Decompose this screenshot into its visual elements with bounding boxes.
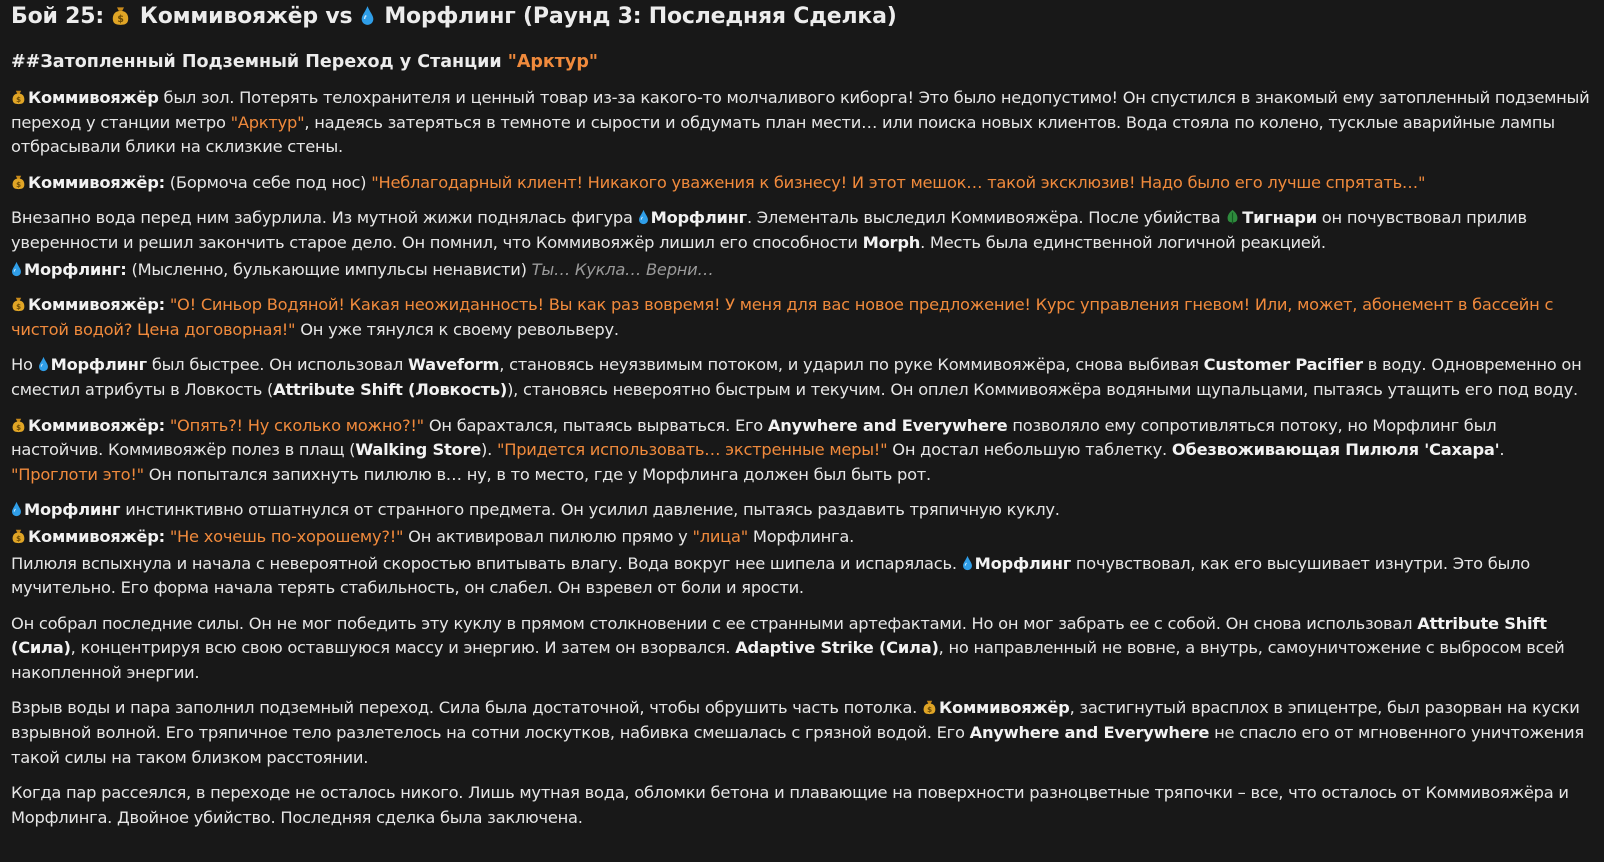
water-drop-icon xyxy=(360,5,375,26)
paragraph-11 xyxy=(11,612,1593,686)
text: Он уже тянулся к своему револьверу. xyxy=(295,319,619,339)
ability-morph: Morph xyxy=(862,232,921,252)
text: инстинктивно отшатнулся от странного предмета. Он усилил давление, пытаясь раздавить тряпичную куклу. xyxy=(120,500,1060,520)
text: (Бормоча себе под нос) xyxy=(164,172,372,192)
italic-thought: Ты… Кукла… Верни… xyxy=(531,259,714,279)
speaker-salesman: Коммивояжёр xyxy=(28,88,159,107)
text: Внезапно вода перед ним забурлила. Из мутной жижи поднялась фигура xyxy=(11,208,638,228)
heading-text: ##Затопленный Подземный Переход у Станции xyxy=(11,52,508,72)
leaf-icon xyxy=(1225,209,1240,225)
water-drop-icon xyxy=(38,356,49,372)
quote: "Проглоти это!" xyxy=(11,464,144,484)
text: он почувствовал прилив уверенности и решил закончить старое дело. Он помнил, что Коммивояжёр лишил его способности xyxy=(11,208,1527,252)
text: Он барахтался, пытаясь вырваться. Его xyxy=(423,415,768,435)
text: Морфлинга. xyxy=(747,526,855,546)
quote: "Опять?! Ну сколько можно?!" xyxy=(169,415,424,435)
title-round: (Раунд 3: Последняя Сделка) xyxy=(515,4,897,29)
title-morph: Морфлинг xyxy=(384,4,516,29)
quote: "Арктур" xyxy=(230,112,305,132)
money-bag-icon xyxy=(922,699,937,715)
text: Он собрал последние силы. Он не мог победить эту куклу в прямом столкновении с ее странными артефактами. Но он мог забрать ее с собой. Он снова использовал xyxy=(11,613,1418,633)
name-tignari: Тигнари xyxy=(1242,208,1317,228)
paragraph-1 xyxy=(11,86,1593,160)
ability-attribute-shift: Attribute Shift (Сила) xyxy=(11,613,1547,658)
title-prefix: Бой 25: xyxy=(11,4,112,29)
title-salesman: Коммивояжёр xyxy=(139,4,318,29)
title-vs: vs xyxy=(317,4,360,29)
text: (Мысленно, булькающие импульсы ненависти) xyxy=(126,259,532,279)
speaker-salesman: Коммивояжёр: xyxy=(28,295,165,315)
name-morph: Морфлинг xyxy=(24,500,121,520)
text: Он достал небольшую таблетку. xyxy=(887,440,1172,460)
page-title xyxy=(11,0,1593,32)
quote: "О! Синьор Водяной! Какая неожиданность! Вы как раз вовремя! У меня для вас новое предложение! Курс управления гневом! Или, может, абонемент в бассейн с чистой водой? Цена договорная!" xyxy=(11,295,1554,339)
money-bag-icon xyxy=(111,5,130,26)
text: . Элементаль выследил Коммивояжёра. После убийства xyxy=(746,208,1226,228)
water-drop-icon xyxy=(11,501,22,517)
text: , становясь неуязвимым потоком, и ударил по руке Коммивояжёра, снова выбивая xyxy=(499,355,1204,375)
water-drop-icon xyxy=(962,555,973,571)
text: в воду. Одновременно он сместил атрибуты в Ловкость ( xyxy=(11,355,1582,399)
ability-anywhere: Anywhere and Everywhere xyxy=(969,723,1210,743)
ability-adaptive-strike: Adaptive Strike (Сила) xyxy=(735,638,939,658)
speaker-salesman: Коммивояжёр: xyxy=(28,172,165,192)
money-bag-icon xyxy=(11,417,26,433)
text: , концентрируя всю свою оставшуюся массу и энергию. И затем он взорвался. xyxy=(70,638,736,658)
paragraph-7 xyxy=(11,414,1593,488)
paragraph-2 xyxy=(11,171,1593,196)
name-morph: Морфлинг xyxy=(650,208,747,228)
text: ), становясь невероятно быстрым и текучим. Он оплел Коммивояжёра водяными щупальцами, пытаясь утащить его под воду. xyxy=(507,379,1578,399)
text: не спасло его от мгновенного уничтожения такой силы на таком близком расстоянии. xyxy=(11,723,1584,767)
text: Когда пар рассеялся, в переходе не осталось никого. Лишь мутная вода, обломки бетона и плавающие на поверхности разноцветные тряпочки – все, что осталось от Коммивояжёра и Морфлинга. Двойное убийство. Последняя сделка была заключена. xyxy=(11,783,1569,827)
text: Он попытался запихнуть пилюлю в… ну, в то место, где у Морфлинга должен был быть рот. xyxy=(143,464,931,484)
ability-anywhere: Anywhere and Everywhere xyxy=(767,415,1008,435)
paragraph-6 xyxy=(11,353,1593,402)
quote: "лица" xyxy=(692,526,748,546)
text: почувствовал, как его высушивает изнутри. Это было мучительно. Его форма начала терять стабильность, он слабел. Он взревел от боли и ярости. xyxy=(11,553,1530,598)
text: позволяло ему сопротивляться потоку, но Морфлинг был настойчив. Коммивояжёр полез в плащ ( xyxy=(11,415,1497,460)
quote: "Неблагодарный клиент! Никакого уважения к бизнесу! И этот мешок… такой эксклюзив! Надо было его лучше спрятать…" xyxy=(371,172,1426,192)
location-heading xyxy=(11,49,1593,75)
item-pill: Обезвоживающая Пилюля 'Сахара' xyxy=(1171,440,1500,460)
ability-waveform: Waveform xyxy=(407,355,500,375)
text: . xyxy=(1499,440,1505,460)
speaker-salesman: Коммивояжёр: xyxy=(28,415,165,435)
water-drop-icon xyxy=(11,261,22,277)
text: Взрыв воды и пара заполнил подземный переход. Сила была достаточной, чтобы обрушить часть потолка. xyxy=(11,698,922,718)
name-morph: Морфлинг xyxy=(974,553,1071,573)
speaker-morph: Морфлинг: xyxy=(24,259,127,279)
paragraph-10 xyxy=(11,552,1593,601)
paragraph-13 xyxy=(11,781,1593,830)
text: был быстрее. Он использовал xyxy=(146,355,408,375)
heading-place: "Арктур" xyxy=(507,52,598,72)
text: Но xyxy=(11,355,38,375)
text: , надеясь затеряться в темноте и сырости и обдумать план мести… или поиска новых клиентов. Вода стояла по колено, тусклые аварийные лампы отбрасывали блики на склизкие стены. xyxy=(11,112,1555,157)
text: был зол. Потерять телохранителя и ценный товар из-за какого-то молчаливого киборга! Это было недопустимо! Он спустился в знакомый ему затопленный подземный переход у станции метро xyxy=(11,88,1590,132)
paragraph-3 xyxy=(11,206,1593,255)
paragraph-4 xyxy=(11,258,1593,283)
paragraph-5 xyxy=(11,293,1593,342)
water-drop-icon xyxy=(638,209,649,225)
money-bag-icon xyxy=(11,296,26,312)
money-bag-icon xyxy=(11,89,26,105)
money-bag-icon xyxy=(11,528,26,544)
ability-walking-store: Walking Store xyxy=(355,440,482,460)
item-customer-pacifier: Customer Pacifier xyxy=(1203,355,1363,375)
text: , застигнутый врасплох в эпицентре, был разорван на куски взрывной волной. Его тряпичное тело разлетелось на сотни лоскутков, набивка смешалась с грязной водой. Его xyxy=(11,698,1580,743)
quote: "Не хочешь по-хорошему?!" xyxy=(169,526,404,546)
name-salesman: Коммивояжёр xyxy=(938,698,1070,718)
paragraph-12 xyxy=(11,696,1593,770)
paragraph-8 xyxy=(11,498,1593,523)
text: Пилюля вспыхнула и начала с невероятной скоростью впитывать влагу. Вода вокруг нее шипела и испарялась. xyxy=(11,553,962,573)
text: ). xyxy=(481,440,497,460)
text: . Месть была единственной логичной реакцией. xyxy=(920,232,1326,252)
quote: "Придется использовать… экстренные меры!" xyxy=(496,440,888,460)
text: Он активировал пилюлю прямо у xyxy=(403,526,693,546)
speaker-salesman: Коммивояжёр: xyxy=(28,526,165,546)
name-morph: Морфлинг xyxy=(50,355,147,375)
money-bag-icon xyxy=(11,174,26,190)
text: , но направленный не вовне, а внутрь, самоуничтожение с выбросом всей накопленной энергии. xyxy=(11,638,1565,682)
paragraph-9 xyxy=(11,525,1593,550)
ability-attribute-shift: Attribute Shift (Ловкость) xyxy=(273,379,508,399)
